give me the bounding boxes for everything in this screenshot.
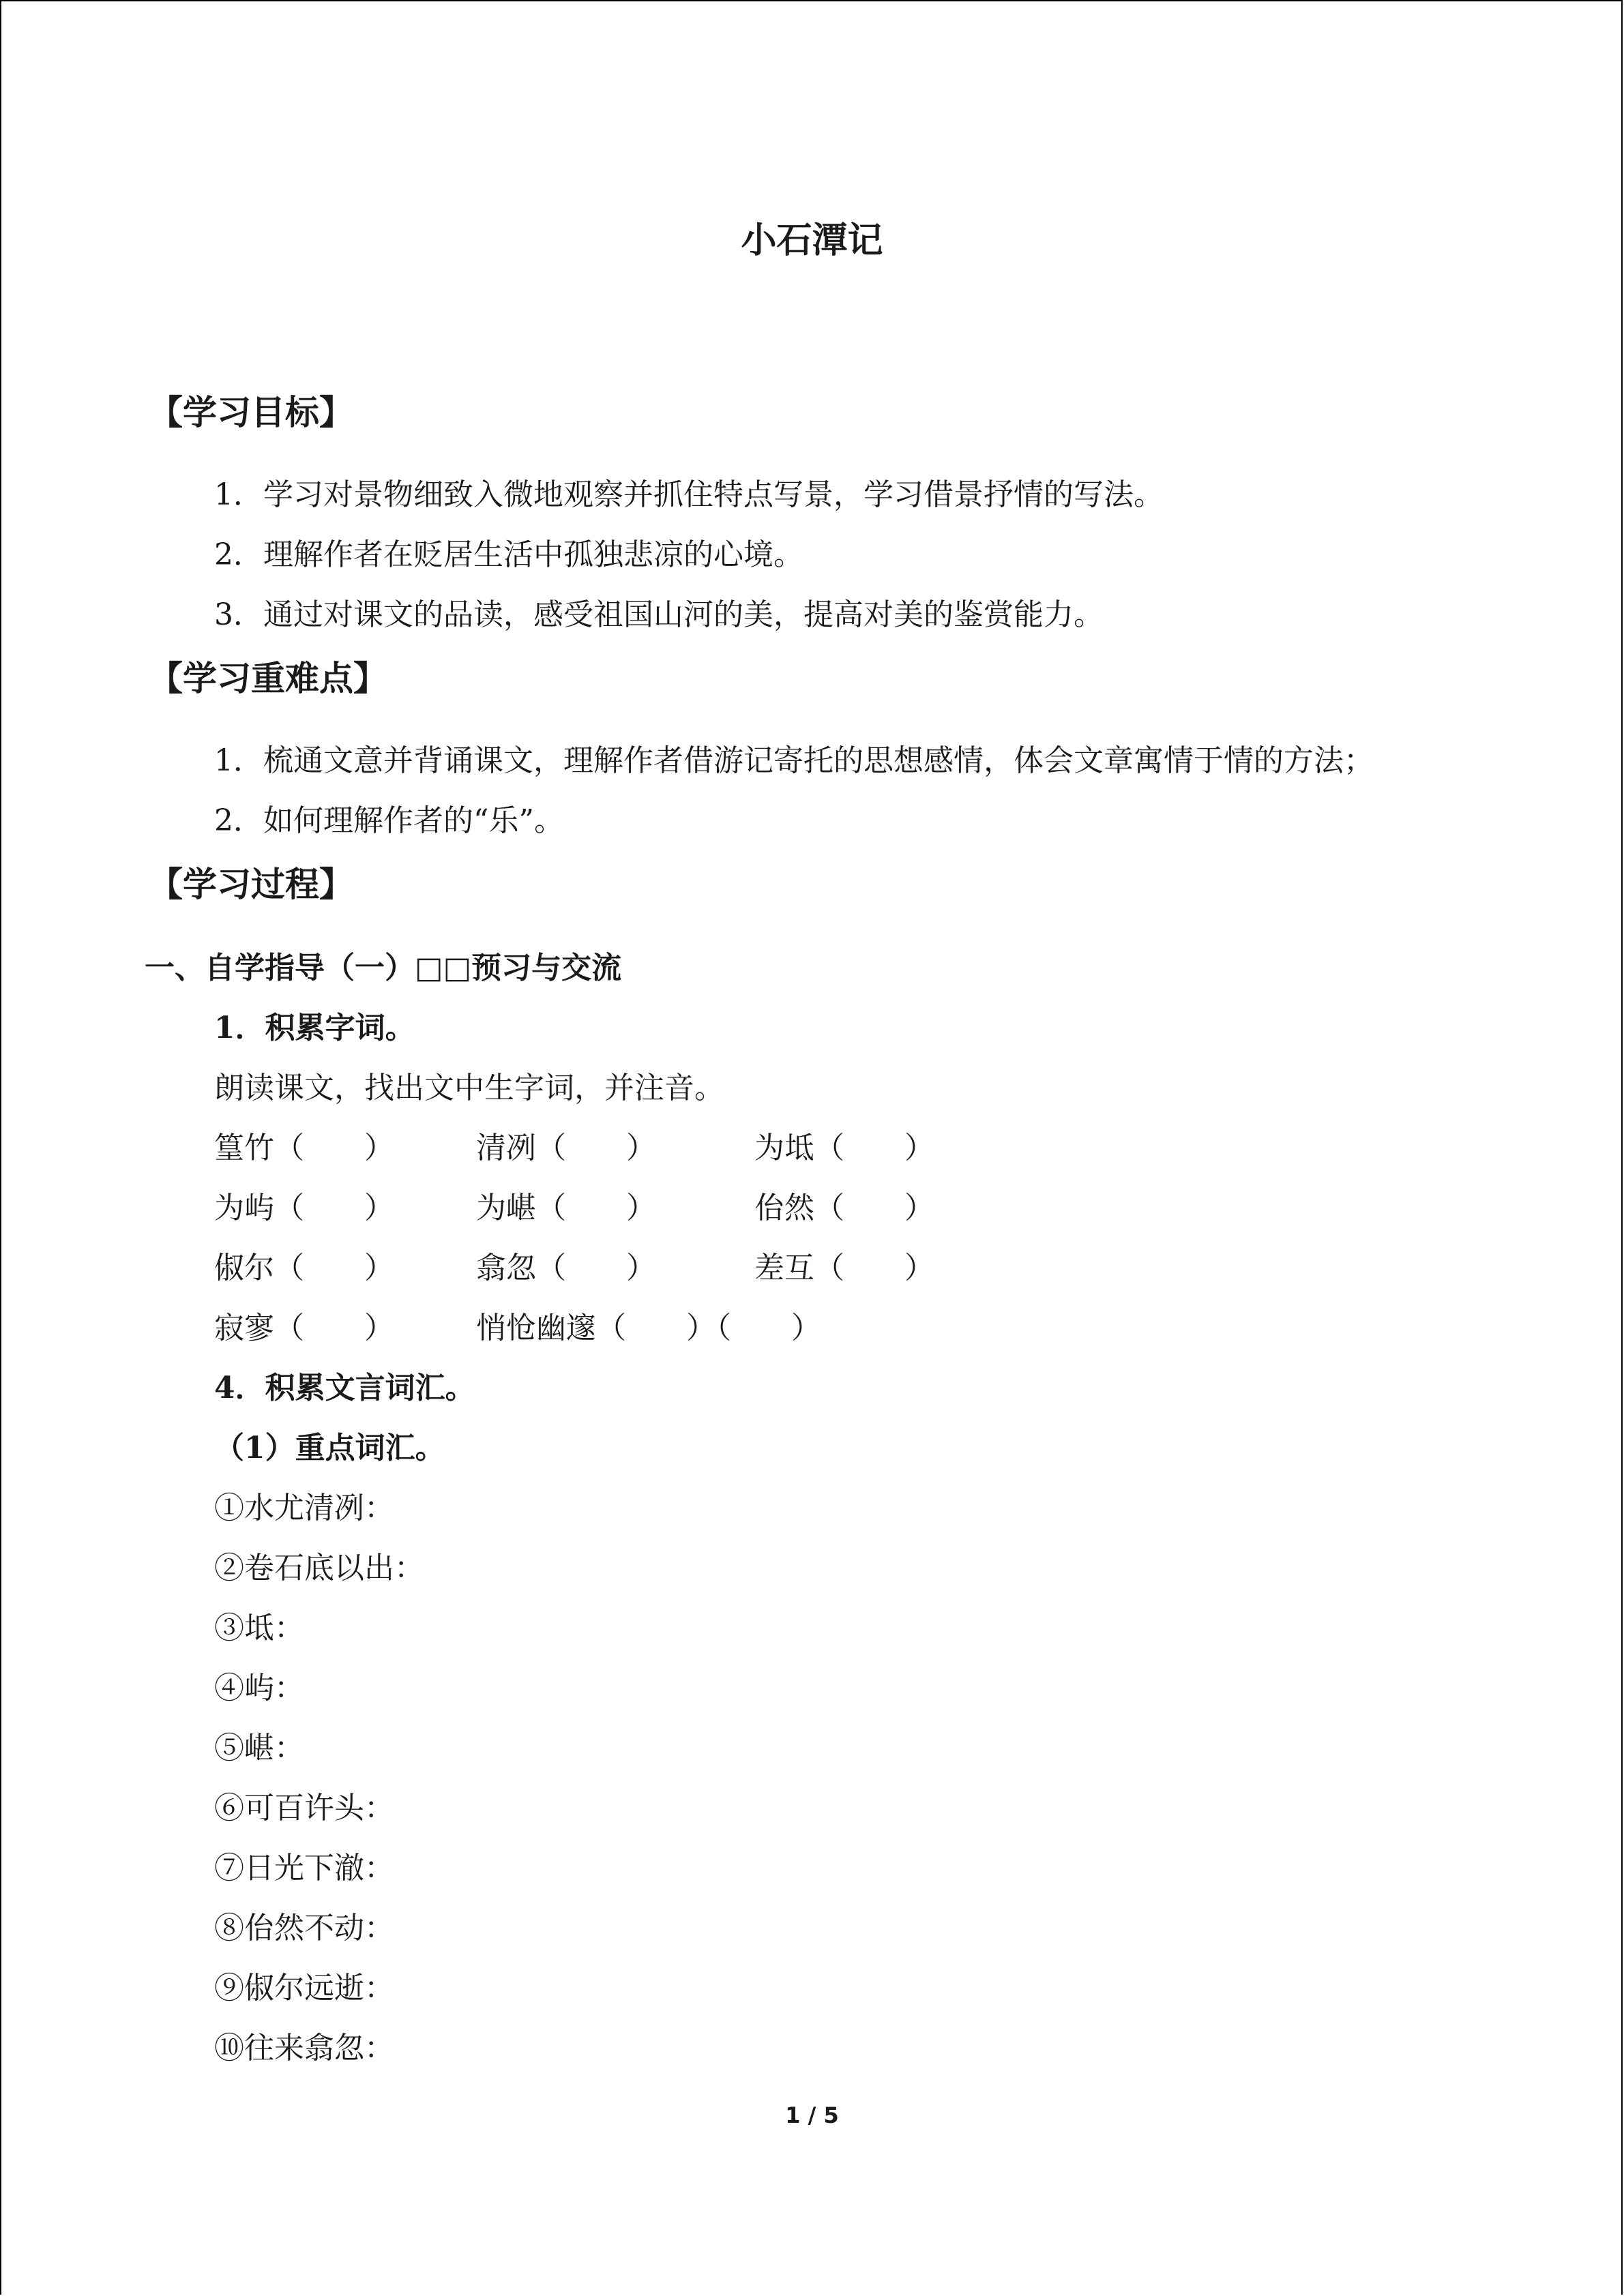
part-one-title: 一、自学指导（一）□□预习与交流 (145, 951, 622, 985)
vocab-item: 悄怆幽邃（ ）（ ） (476, 1311, 821, 1345)
key-word-item: ⑥可百许头： (214, 1791, 394, 1825)
objective-item-2: 2．理解作者在贬居生活中孤独悲凉的心境。 (214, 537, 803, 572)
key-points-heading: 【学习重难点】 (149, 658, 387, 698)
q1-title: 1．积累字词。 (214, 1011, 415, 1045)
key-point-item-1: 1．梳通文意并背诵课文，理解作者借游记寄托的思想感情，体会文章寓情于情的方法； (214, 743, 1374, 778)
key-point-item-2: 2．如何理解作者的“乐”。 (214, 803, 564, 838)
objective-item-3: 3．通过对课文的品读，感受祖国山河的美，提高对美的鉴赏能力。 (214, 597, 1104, 632)
vocab-item: 佁然（ ） (754, 1191, 934, 1225)
vocab-item: 为嵁（ ） (476, 1191, 656, 1225)
vocab-item: 为坻（ ） (754, 1131, 934, 1165)
objective-item-1: 1．学习对景物细致入微地观察并抓住特点写景，学习借景抒情的写法。 (214, 477, 1164, 512)
key-word-item: ⑤嵁： (214, 1731, 304, 1765)
key-word-item: ④屿： (214, 1671, 304, 1705)
vocab-item: 清冽（ ） (476, 1131, 656, 1165)
vocab-item: 翕忽（ ） (476, 1251, 656, 1285)
key-word-item: ③坻： (214, 1611, 304, 1645)
key-word-item: ②卷石底以出： (214, 1551, 424, 1585)
key-word-item: ①水尤清冽： (214, 1491, 394, 1525)
vocab-item: 差互（ ） (754, 1251, 934, 1285)
page-number: 1 / 5 (785, 2102, 839, 2128)
q1-instruction: 朗读课文，找出文中生字词，并注音。 (214, 1071, 724, 1105)
q4-title: 4．积累文言词汇。 (214, 1371, 475, 1405)
objectives-heading: 【学习目标】 (149, 392, 353, 432)
key-word-item: ⑩往来翕忽： (214, 2031, 394, 2066)
vocab-item: 为屿（ ） (214, 1191, 394, 1225)
page-title: 小石潭记 (741, 220, 883, 261)
vocab-item: 俶尔（ ） (214, 1251, 394, 1285)
key-word-item: ⑦日光下澈： (214, 1851, 394, 1885)
process-heading: 【学习过程】 (149, 864, 353, 904)
key-word-item: ⑧佁然不动： (214, 1911, 394, 1945)
vocab-item: 寂寥（ ） (214, 1311, 394, 1345)
q4-sub-title: （1）重点词汇。 (214, 1431, 445, 1465)
key-word-item: ⑨俶尔远逝： (214, 1971, 394, 2006)
vocab-item: 篁竹（ ） (214, 1131, 394, 1165)
